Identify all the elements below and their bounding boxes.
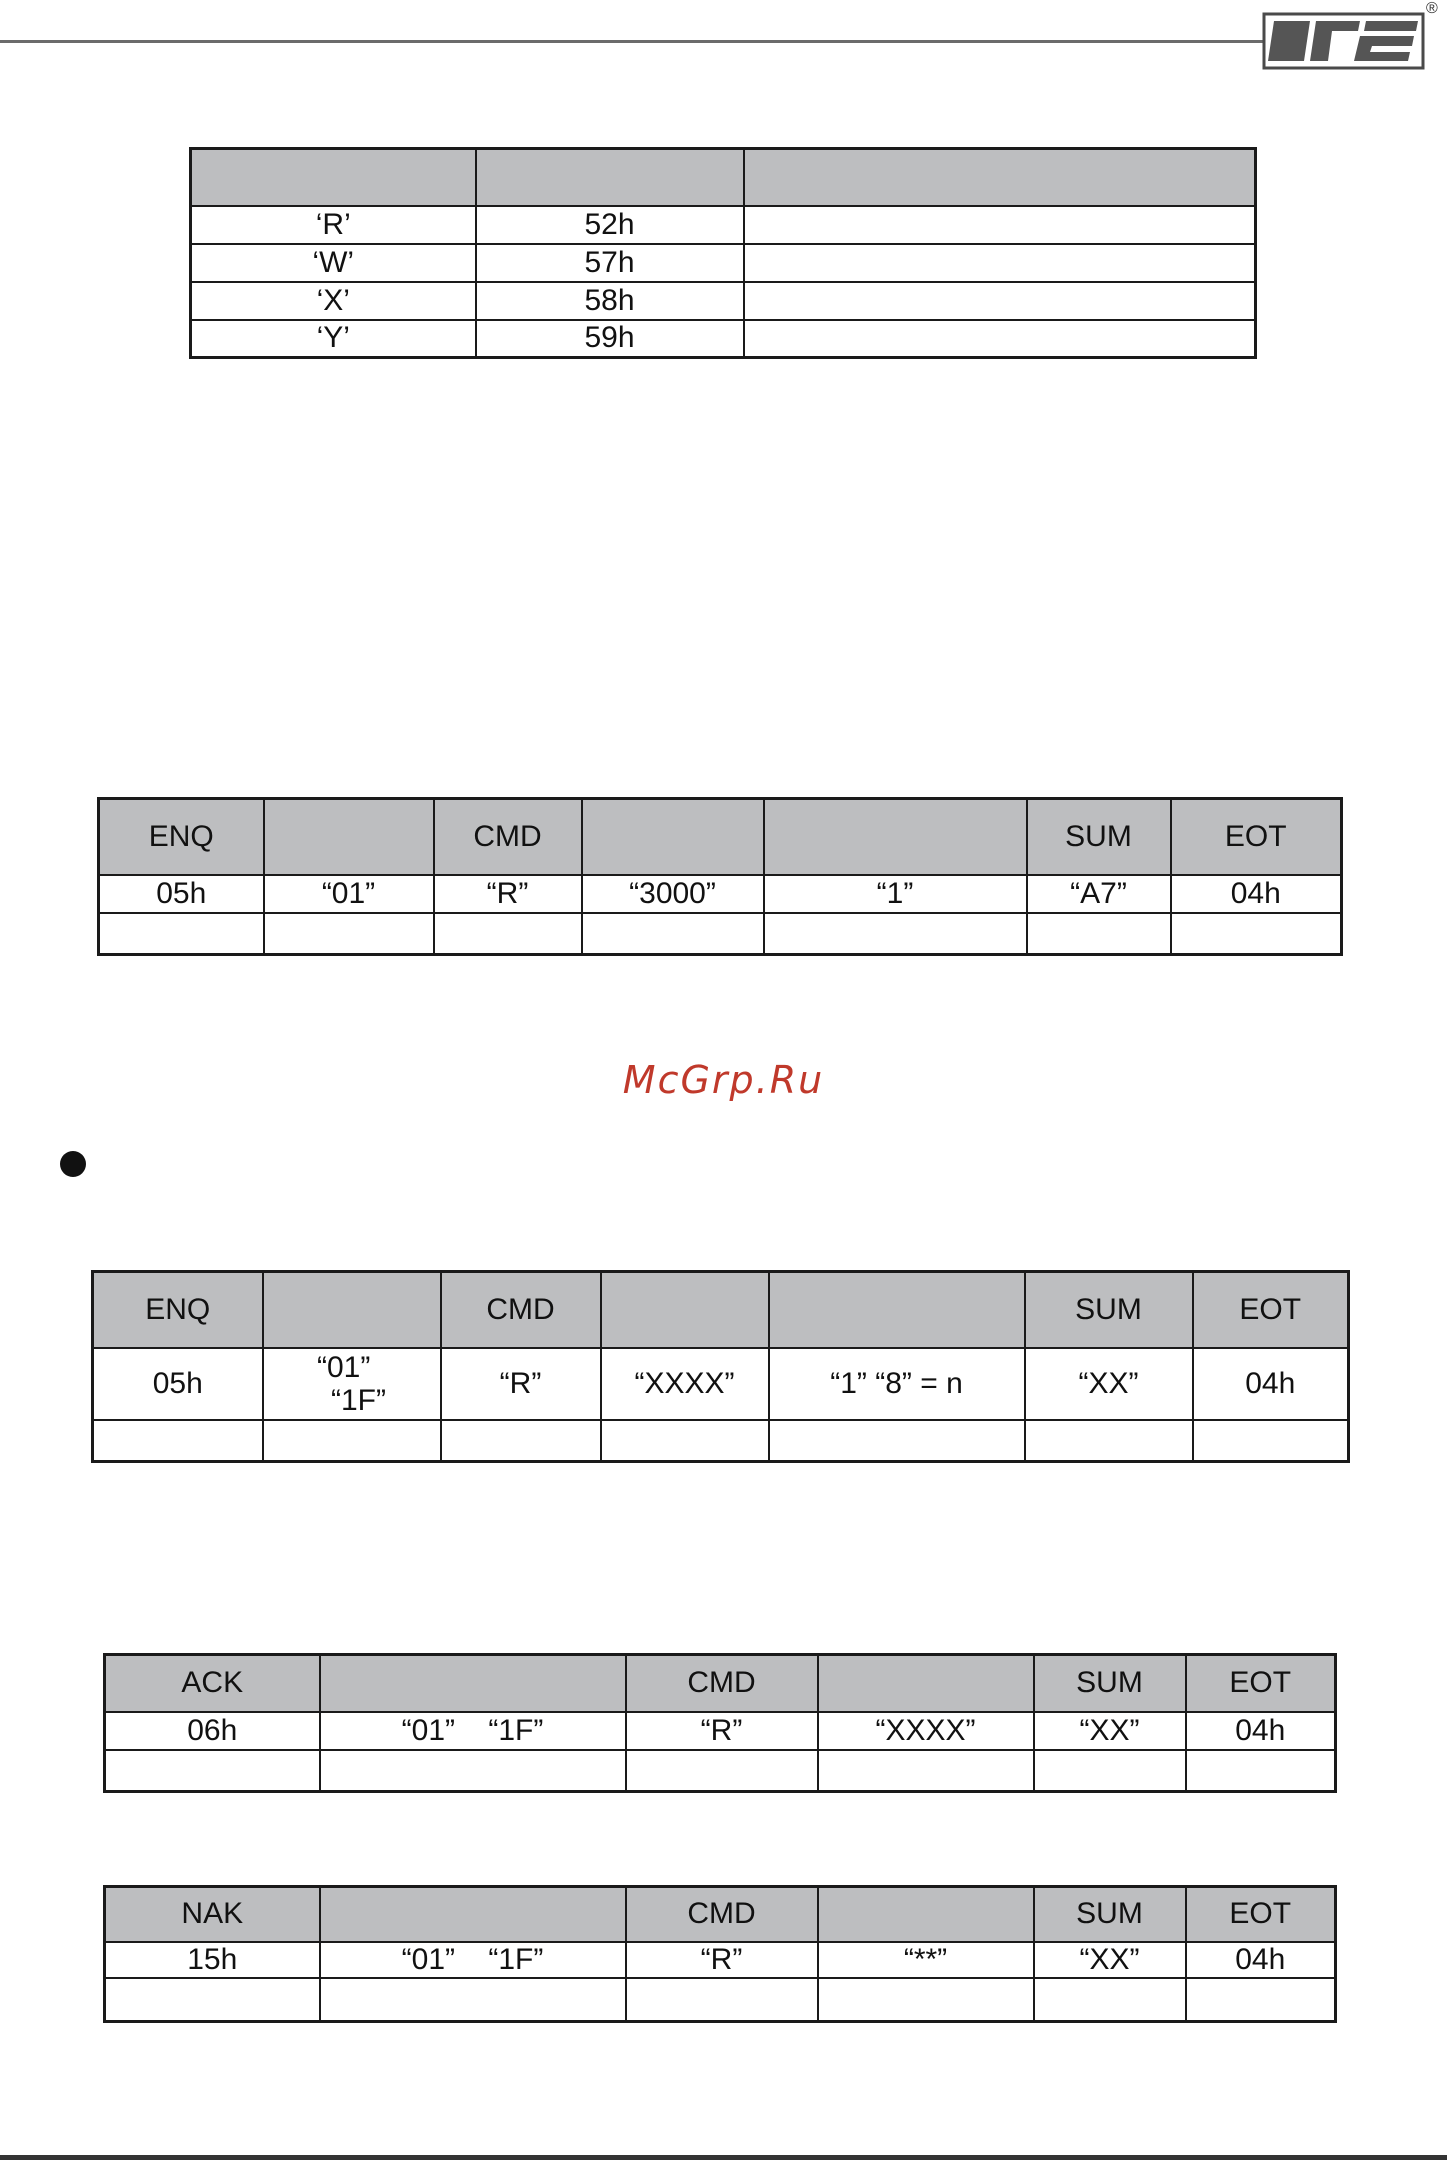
table-header-row [93, 1272, 1349, 1348]
table-cell [626, 1750, 818, 1792]
table-cell [1034, 1978, 1186, 2022]
header-cell: EOT [1193, 1272, 1349, 1348]
header-cell: ACK [105, 1655, 320, 1712]
table-cell: 04h [1186, 1942, 1336, 1978]
table-cell: “R” [434, 875, 582, 913]
header-cell: SUM [1027, 799, 1171, 875]
header-cell [744, 149, 1256, 206]
table-cell [320, 1750, 626, 1792]
read-request-table [91, 1270, 1350, 1463]
header-cell: CMD [434, 799, 582, 875]
table-cell: “R” [441, 1348, 601, 1420]
company-logo [1262, 12, 1425, 70]
header-cell [764, 799, 1027, 875]
header-cell: EOT [1186, 1655, 1336, 1712]
table-cell [320, 1978, 626, 2022]
table-cell [818, 1750, 1034, 1792]
table-cell: “01” “1F” [320, 1712, 626, 1750]
table-cell [105, 1750, 320, 1792]
table-cell [434, 913, 582, 955]
table-cell [626, 1978, 818, 2022]
table-row [99, 875, 1342, 913]
header-cell: NAK [105, 1887, 320, 1942]
table-cell [1186, 1978, 1336, 2022]
table-cell [818, 1978, 1034, 2022]
table-row [105, 1750, 1336, 1792]
table-row [105, 1942, 1336, 1978]
header-cell: CMD [626, 1887, 818, 1942]
header-cell [582, 799, 764, 875]
registered-mark: ® [1426, 0, 1438, 17]
bullet-icon [60, 1151, 86, 1177]
header-cell [818, 1655, 1034, 1712]
nak-response-table [103, 1885, 1337, 2023]
table-row [93, 1348, 1349, 1420]
table-row [191, 282, 1256, 320]
command-desc [744, 206, 1256, 244]
command-desc [744, 244, 1256, 282]
header-cell [264, 799, 434, 875]
table-cell [1186, 1750, 1336, 1792]
table-cell: 04h [1193, 1348, 1349, 1420]
table-header-row [105, 1655, 1336, 1712]
header-cell: CMD [441, 1272, 601, 1348]
header-cell: ENQ [99, 799, 264, 875]
header-cell [320, 1655, 626, 1712]
table-cell: “1” [764, 875, 1027, 913]
table-header-row [191, 149, 1256, 206]
table-row [93, 1420, 1349, 1462]
table-header-row [99, 799, 1342, 875]
command-char: ‘R’ [191, 206, 476, 244]
command-hex: 52h [476, 206, 744, 244]
table-cell [441, 1420, 601, 1462]
footer-rule [0, 2155, 1447, 2160]
table-cell: “R” [626, 1942, 818, 1978]
header-cell [263, 1272, 441, 1348]
table-cell [1034, 1750, 1186, 1792]
command-hex: 57h [476, 244, 744, 282]
table-cell: “A7” [1027, 875, 1171, 913]
table-cell: 15h [105, 1942, 320, 1978]
header-cell [191, 149, 476, 206]
table-cell: “R” [626, 1712, 818, 1750]
table-header-row [105, 1887, 1336, 1942]
table-cell [601, 1420, 769, 1462]
table-cell [764, 913, 1027, 955]
command-hex: 58h [476, 282, 744, 320]
table-cell: “1” “8” = n [769, 1348, 1025, 1420]
header-cell: EOT [1186, 1887, 1336, 1942]
header-cell: ENQ [93, 1272, 263, 1348]
table-cell: 04h [1171, 875, 1342, 913]
header-rule [0, 40, 1265, 43]
table-cell: “XX” [1034, 1712, 1186, 1750]
table-cell: “01” “1F” [320, 1942, 626, 1978]
table-row [191, 244, 1256, 282]
header-cell: SUM [1025, 1272, 1193, 1348]
header-cell [818, 1887, 1034, 1942]
command-desc [744, 320, 1256, 358]
command-code-table [189, 147, 1257, 359]
table-cell: “XXXX” [601, 1348, 769, 1420]
command-hex: 59h [476, 320, 744, 358]
header-cell [601, 1272, 769, 1348]
table-cell [582, 913, 764, 955]
station-range-end: “1F” [331, 1383, 386, 1417]
station-range-cell [263, 1348, 441, 1420]
table-cell: “XXXX” [818, 1712, 1034, 1750]
header-cell [320, 1887, 626, 1942]
table-cell [99, 913, 264, 955]
table-cell: 04h [1186, 1712, 1336, 1750]
header-cell [476, 149, 744, 206]
station-range [317, 1351, 386, 1417]
table-cell [1171, 913, 1342, 955]
table-cell: “3000” [582, 875, 764, 913]
table-row [105, 1712, 1336, 1750]
table-cell [1193, 1420, 1349, 1462]
table-row [99, 913, 1342, 955]
table-cell: “XX” [1034, 1942, 1186, 1978]
table-cell [769, 1420, 1025, 1462]
header-cell: CMD [626, 1655, 818, 1712]
table-row [105, 1978, 1336, 2022]
command-char: ‘X’ [191, 282, 476, 320]
command-char: ‘W’ [191, 244, 476, 282]
table-cell: 05h [93, 1348, 263, 1420]
table-row [191, 320, 1256, 358]
station-range-start: “01” [317, 1350, 371, 1384]
table-cell [105, 1978, 320, 2022]
table-cell [263, 1420, 441, 1462]
table-cell: “01” [264, 875, 434, 913]
table-cell [93, 1420, 263, 1462]
table-cell: 05h [99, 875, 264, 913]
command-desc [744, 282, 1256, 320]
watermark-text: McGrp.Ru [622, 1058, 825, 1102]
header-cell: EOT [1171, 799, 1342, 875]
table-row [191, 206, 1256, 244]
header-cell [769, 1272, 1025, 1348]
table-cell: 06h [105, 1712, 320, 1750]
ack-response-table [103, 1653, 1337, 1793]
command-char: ‘Y’ [191, 320, 476, 358]
frame-example-table [97, 797, 1343, 956]
table-cell [1027, 913, 1171, 955]
table-cell [264, 913, 434, 955]
table-cell: “XX” [1025, 1348, 1193, 1420]
header-cell: SUM [1034, 1655, 1186, 1712]
table-cell [1025, 1420, 1193, 1462]
header-cell: SUM [1034, 1887, 1186, 1942]
table-cell: “**” [818, 1942, 1034, 1978]
